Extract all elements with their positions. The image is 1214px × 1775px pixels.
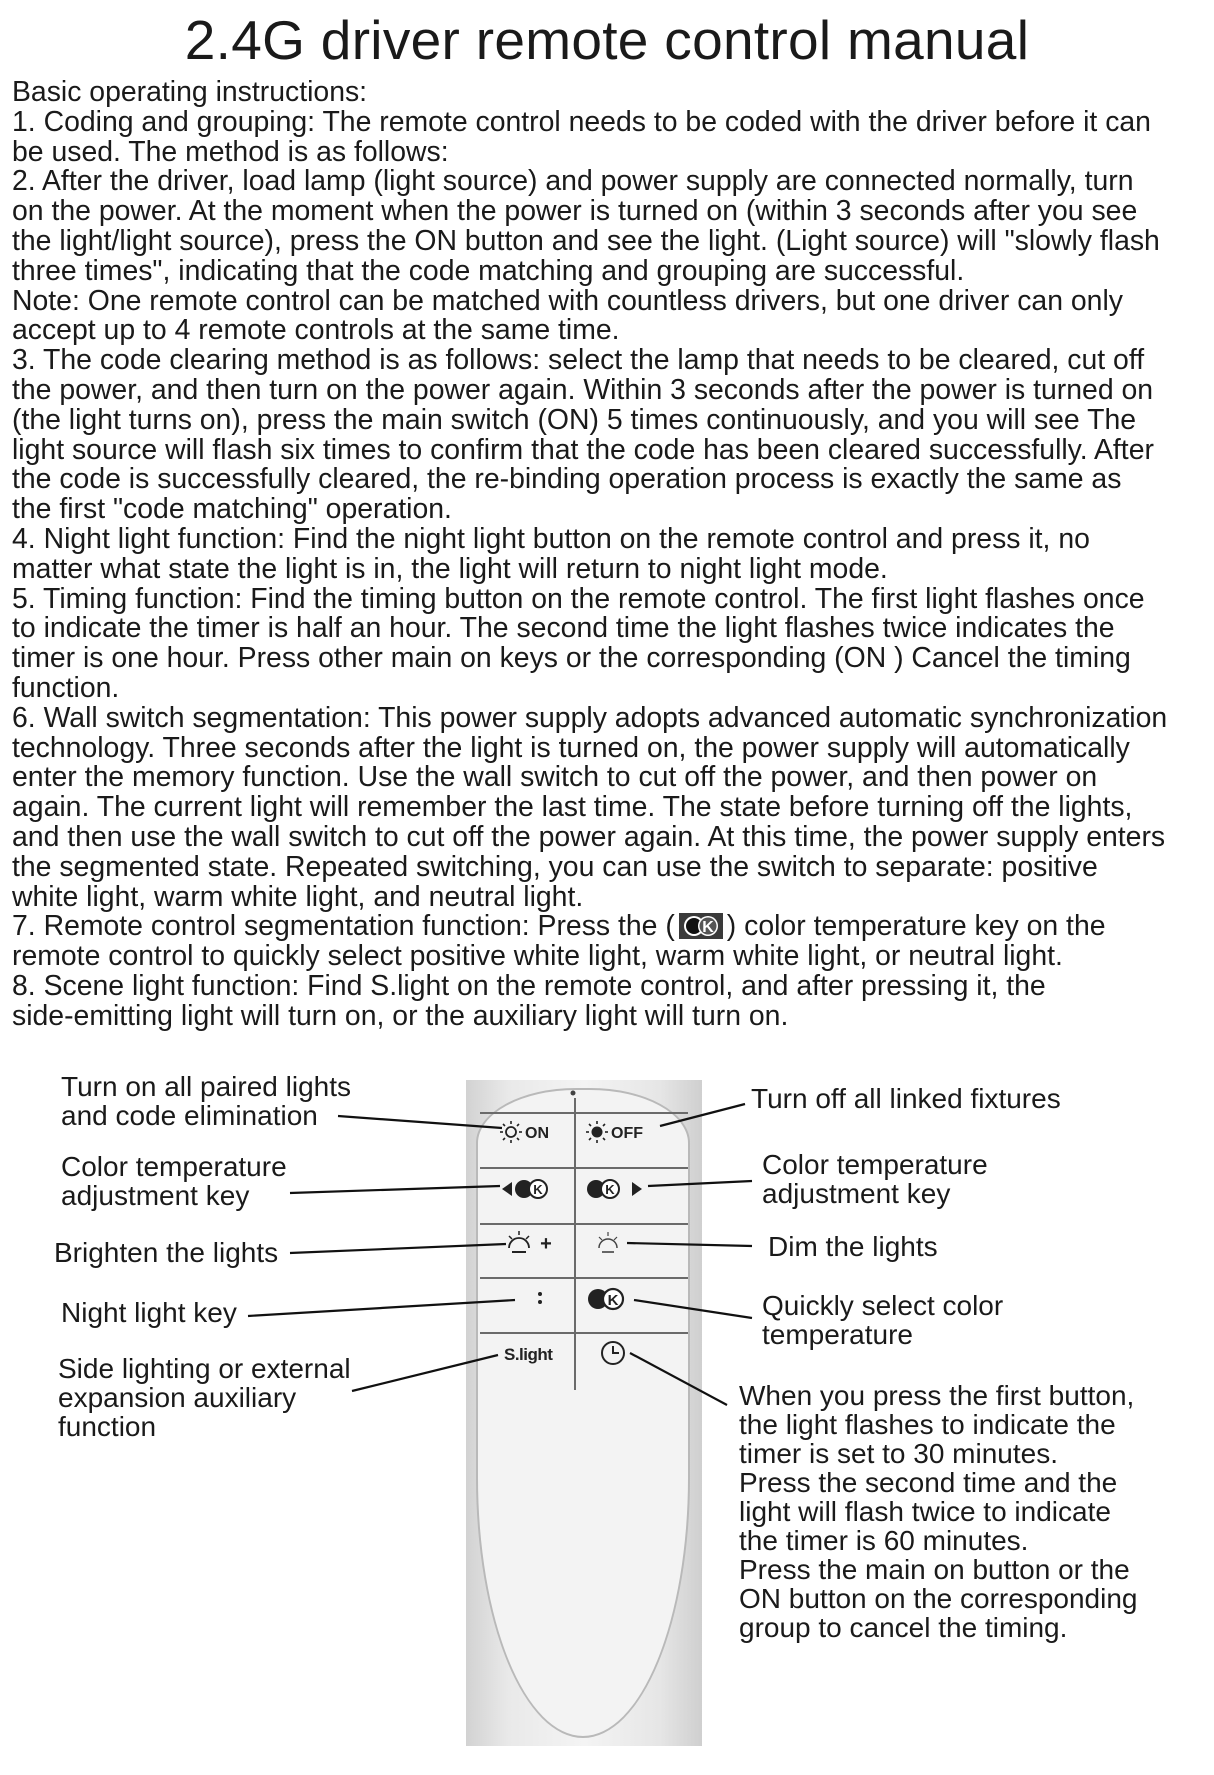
instruction-line-7: 7. Remote control segmentation function: Press the ( K ) color temperature key on the xyxy=(12,910,1106,943)
remote-on-label: ON xyxy=(525,1125,549,1142)
instruction-line: technology. Three seconds after the light is turned on, the power supply will automatically xyxy=(12,731,1130,764)
instruction-line: be used. The method is as follows: xyxy=(12,135,449,168)
callout-color-temperature-right: Color temperature adjustment key xyxy=(762,1149,988,1209)
instruction-line: and then use the wall switch to cut off the power again. At this time, the power supply enters xyxy=(12,820,1166,853)
instruction-line: 3. The code clearing method is as follows: select the lamp that needs to be cleared, cut off xyxy=(12,344,1145,377)
instruction-line: the code is successfully cleared, the re-binding operation process is exactly the same as xyxy=(12,463,1122,496)
instruction-line: 5. Timing function: Find the timing button on the remote control. The first light flashes once xyxy=(12,582,1145,615)
callout-dim: Dim the lights xyxy=(768,1231,938,1262)
callout-night-light: Night light key xyxy=(61,1297,237,1328)
instruction-line: again. The current light will remember the last time. The state before turning off the lights, xyxy=(12,791,1133,824)
callout-timer: When you press the first button, the light flashes to indicate the timer is set to 30 minutes. Press the second time and the light will flash twice to indicate the timer is 60 minutes. Press the main on button or the ON button on the corresponding group to cancel the timing. xyxy=(739,1380,1138,1643)
instruction-line: on the power. At the moment when the power is turned on (within 3 seconds after you see xyxy=(12,195,1138,228)
instruction-line: function. xyxy=(12,671,120,704)
instruction-line: three times", indicating that the code matching and grouping are successful. xyxy=(12,254,965,287)
instruction-line: timer is one hour. Press other main on keys or the corresponding (ON ) Cancel the timing xyxy=(12,642,1131,675)
svg-text:K: K xyxy=(533,1182,543,1197)
svg-text:K: K xyxy=(605,1182,615,1197)
page-title: 2.4G driver remote control manual xyxy=(184,9,1030,71)
instruction-line: 1. Coding and grouping: The remote control needs to be coded with the driver before it can xyxy=(12,105,1151,138)
instruction-line: side-emitting light will turn on, or the auxiliary light will turn on. xyxy=(12,999,789,1032)
instruction-line: 4. Night light function: Find the night light button on the remote control and press it, no xyxy=(12,522,1090,555)
instruction-line: enter the memory function. Use the wall switch to cut off the power, and then power on xyxy=(12,761,1098,794)
instruction-line: the power, and then turn on the power again. Within 3 seconds after the power is turned on xyxy=(12,373,1154,406)
svg-text:K: K xyxy=(607,1292,619,1309)
callout-side-lighting: Side lighting or external expansion auxiliary function xyxy=(58,1353,351,1442)
instruction-line: white light, warm white light, and neutral light. xyxy=(12,880,584,913)
instruction-line: remote control to quickly select positive white light, warm white light, or neutral light. xyxy=(12,940,1063,973)
instruction-line: accept up to 4 remote controls at the same time. xyxy=(12,314,620,347)
remote-slight-label: S.light xyxy=(504,1345,553,1364)
instruction-line: light source will flash six times to confirm that the code has been cleared successfully. After xyxy=(12,433,1154,466)
callout-color-temperature-left: Color temperature adjustment key xyxy=(61,1151,287,1211)
remote-plus-label: + xyxy=(540,1233,552,1255)
instruction-line: Note: One remote control can be matched with countless drivers, but one driver can only xyxy=(12,284,1123,317)
instruction-line: 2. After the driver, load lamp (light source) and power supply are connected normally, turn xyxy=(12,165,1134,198)
instruction-line: the segmented state. Repeated switching, you can use the switch to separate: positive xyxy=(12,850,1098,883)
instruction-line: Basic operating instructions: xyxy=(12,76,368,108)
instruction-line: the light/light source), press the ON button and see the light. (Light source) will "slowly flash xyxy=(12,224,1160,257)
callout-quick-color-temperature: Quickly select color temperature xyxy=(762,1290,1004,1350)
instruction-line: 6. Wall switch segmentation: This power supply adopts advanced automatic synchronization xyxy=(12,701,1168,734)
instruction-line: 8. Scene light function: Find S.light on the remote control, and after pressing it, the xyxy=(12,969,1046,1002)
instruction-line: the first "code matching" operation. xyxy=(12,493,452,526)
instruction-line: matter what state the light is in, the light will return to night light mode. xyxy=(12,552,888,585)
callout-brighten: Brighten the lights xyxy=(54,1237,279,1268)
callout-off-button: Turn off all linked fixtures xyxy=(751,1083,1061,1114)
callout-on-button: Turn on all paired lights and code elimination xyxy=(61,1071,352,1131)
svg-text:K: K xyxy=(702,918,714,936)
remote-off-label: OFF xyxy=(611,1125,643,1142)
instruction-line: (the light turns on), press the main switch (ON) 5 times continuously, and you will see The xyxy=(12,403,1137,436)
instruction-line: to indicate the timer is half an hour. The second time the light flashes twice indicates the xyxy=(12,612,1115,645)
